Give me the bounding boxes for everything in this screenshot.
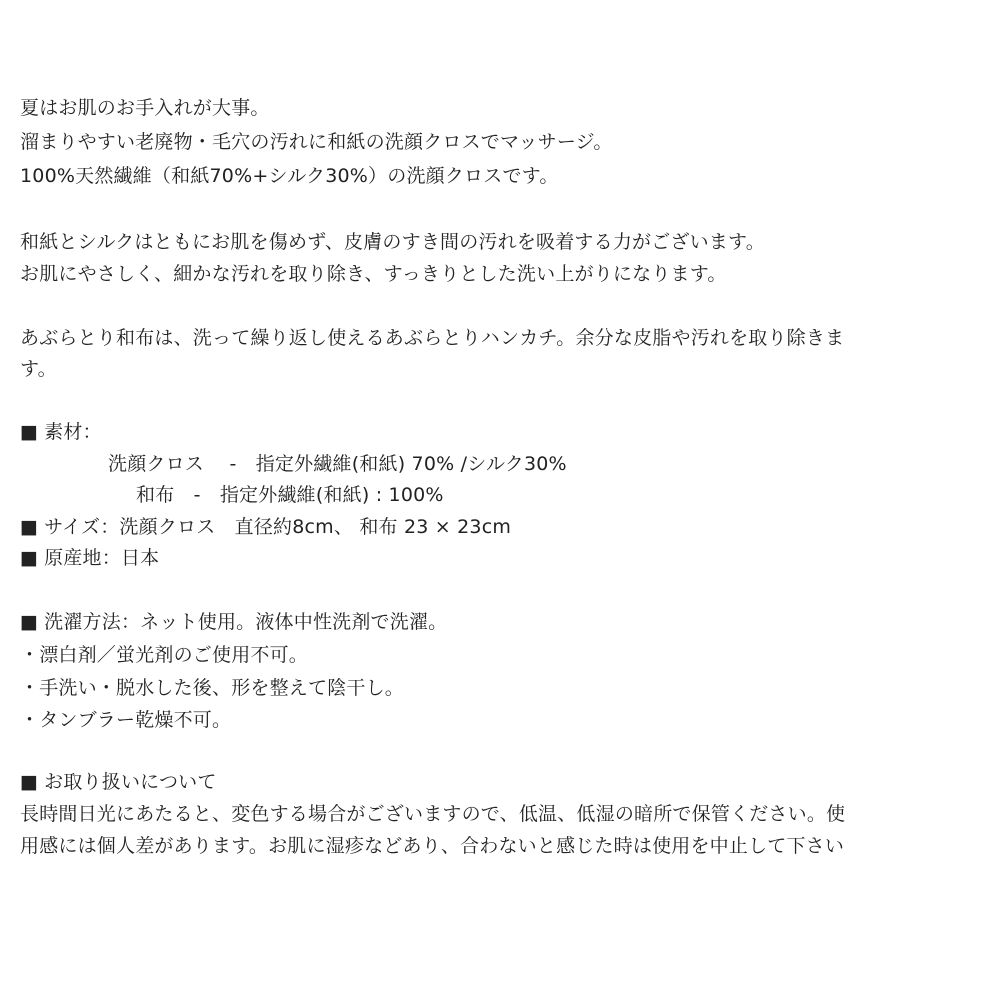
bullet-square-icon: ■ xyxy=(20,516,39,538)
abura-line-1: あぶらとり和布は、洗って繰り返し使えるあぶらとりハンカチ。余分な皮脂や汚れを取り除きま xyxy=(20,327,845,349)
handling-heading xyxy=(20,766,217,798)
handling-line-1: 長時間日光にあたると、変色する場合がございますので、低温、低湿の暗所で保管ください。使 xyxy=(20,803,846,825)
bullet-square-icon: ■ xyxy=(20,547,39,569)
benefits-line-2: お肌にやさしく、細かな汚れを取り除き、すっきりとした洗い上がりになります。 xyxy=(20,263,727,285)
material-label: 素材： xyxy=(44,421,102,443)
intro-line-3: 100%天然繊維（和紙70%+シルク30%）の洗顔クロスです。 xyxy=(20,165,559,187)
care-method xyxy=(20,606,447,638)
handling-line-2: 用感には個人差があります。お肌に湿疹などあり、合わないと感じた時は使用を中止して下さい xyxy=(20,835,845,857)
care-item-2: ・手洗い・脱水した後、形を整えて陰干し。 xyxy=(20,677,405,699)
handling-title: お取り扱いについて xyxy=(44,771,217,793)
care-method-text: 洗濯方法：ネット使用。液体中性洗剤で洗濯。 xyxy=(44,611,448,633)
care-item-1: ・漂白剤／蛍光剤のご使用不可。 xyxy=(20,644,309,666)
size-spec xyxy=(20,511,511,543)
material-wafu: 和布 - 指定外繊維(和紙) : 100% xyxy=(136,484,444,506)
bullet-square-icon: ■ xyxy=(20,611,39,633)
material-cloth: 洗顔クロス - 指定外繊維(和紙) 70% /シルク30% xyxy=(108,453,567,475)
origin-spec xyxy=(20,542,159,574)
size-text: サイズ：洗顔クロス 直径約8cm、 和布 23 × 23cm xyxy=(44,516,512,538)
bullet-square-icon: ■ xyxy=(20,421,39,443)
intro-line-1: 夏はお肌のお手入れが大事。 xyxy=(20,97,270,119)
intro-line-2: 溜まりやすい老廃物・毛穴の汚れに和紙の洗顔クロスでマッサージ。 xyxy=(20,131,613,153)
care-item-3: ・タンブラー乾燥不可。 xyxy=(20,709,232,731)
abura-line-2: す。 xyxy=(20,358,57,380)
material-heading xyxy=(20,416,102,448)
benefits-line-1: 和紙とシルクはともにお肌を傷めず、皮膚のすき間の汚れを吸着する力がございます。 xyxy=(20,231,765,253)
origin-text: 原産地：日本 xyxy=(44,547,160,569)
bullet-square-icon: ■ xyxy=(20,771,39,793)
